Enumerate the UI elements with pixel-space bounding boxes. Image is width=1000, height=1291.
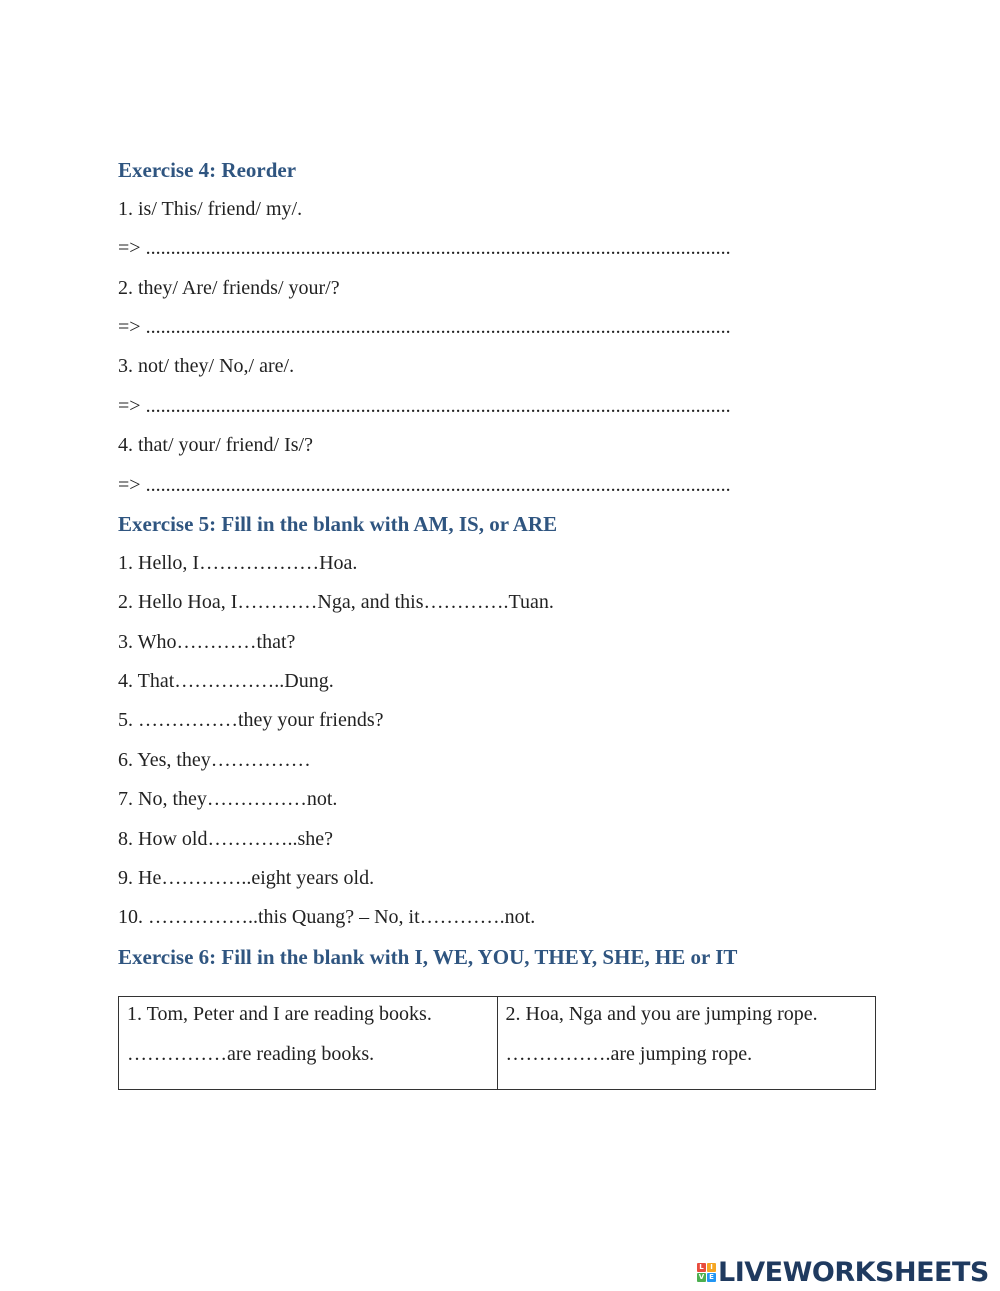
ex5-item-7[interactable]: 7. No, they……………not. (118, 788, 338, 810)
answer-arrow: => (118, 237, 141, 259)
ex4-question-3: 3. not/ they/ No,/ are/. (118, 355, 295, 377)
logo-mark-v: V (698, 1272, 705, 1281)
exercise-5-title: Exercise 5: Fill in the blank with AM, IS, or ARE (118, 512, 558, 536)
ex4-question-2: 2. they/ Are/ friends/ your/? (118, 277, 340, 299)
ex4-answer-line-1[interactable] (118, 237, 731, 260)
logo-mark-i: I (707, 1263, 716, 1272)
ex5-item-8[interactable]: 8. How old…………..she? (118, 828, 333, 850)
ex6-cell-2 (497, 997, 876, 1090)
ex5-item-9[interactable]: 9. He…………..eight years old. (118, 867, 375, 889)
ex5-item-3[interactable]: 3. Who…………that? (118, 631, 296, 653)
logo-mark-l: L (697, 1263, 706, 1272)
logo-mark-icon (697, 1263, 716, 1282)
ex4-question-1: 1. is/ This/ friend/ my/. (118, 198, 303, 220)
answer-arrow: => (118, 316, 141, 338)
ex5-item-10[interactable]: 10. ……………..this Quang? – No, it………….not. (118, 906, 536, 928)
ex5-item-5[interactable]: 5. ……………they your friends? (118, 709, 384, 731)
exercise-6-title: Exercise 6: Fill in the blank with I, WE, YOU, THEY, SHE, HE or IT (118, 945, 738, 969)
ex6-blank-2[interactable]: …………….are jumping rope. (505, 1043, 753, 1065)
ex4-question-4: 4. that/ your/ friend/ Is/? (118, 434, 313, 456)
ex6-blank-1[interactable]: ……………are reading books. (127, 1043, 375, 1065)
ex6-sentence-2: 2. Hoa, Nga and you are jumping rope. (505, 1003, 818, 1025)
ex4-answer-line-3[interactable] (118, 395, 731, 418)
ex5-item-2[interactable]: 2. Hello Hoa, I…………Nga, and this………….Tuan. (118, 591, 554, 613)
ex4-answer-line-2[interactable] (118, 316, 731, 339)
answer-dots: ..................................................................................................................... (145, 395, 731, 417)
liveworksheets-logo (697, 1254, 989, 1290)
answer-dots: ..................................................................................................................... (145, 316, 731, 338)
exercise-4-title: Exercise 4: Reorder (118, 158, 297, 182)
ex5-item-4[interactable]: 4. That……………..Dung. (118, 670, 334, 692)
logo-mark-e: E (707, 1273, 716, 1282)
ex6-cell-1 (119, 997, 498, 1090)
ex5-item-6[interactable]: 6. Yes, they…………… (118, 749, 311, 771)
ex5-item-1[interactable]: 1. Hello, I………………Hoa. (118, 552, 358, 574)
answer-arrow: => (118, 474, 141, 496)
answer-dots: ..................................................................................................................... (145, 237, 731, 259)
answer-arrow: => (118, 395, 141, 417)
logo-text: LIVEWORKSHEETS (718, 1256, 989, 1288)
answer-dots: ..................................................................................................................... (145, 474, 731, 496)
ex6-sentence-1: 1. Tom, Peter and I are reading books. (127, 1003, 432, 1025)
exercise-6-table (118, 996, 876, 1090)
ex4-answer-line-4[interactable] (118, 474, 731, 497)
